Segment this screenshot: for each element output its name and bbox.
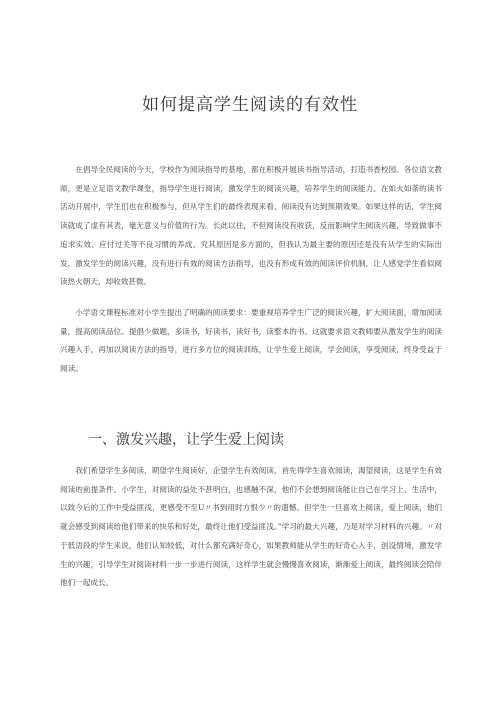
paragraph-intro: 在倡导全民阅读的今天，学校作为阅读指导的基地，都在积极开展读书指导活动，打造书香校园。各位语文教师，更是立足语文教学课堂，指导学生进行阅读，激发学生的阅读兴趣，培养学生的阅读能力。在如火如荼的读书活动开展中，学生们也在积极参与，但从学生们的最终表现来看，阅读没有达到预期效果。如果这样的话，学生阅读就成了虚有其表，毫无意义与价值的行为。长此以往，不但阅读没有收获，反而影响学生阅读兴趣，导致做事不追求实效、应付过关等不良习惯的养成。究其原因是多方面的，但我认为最主要的原因还是没有从学生的实际出发，激发学生的阅读兴趣，没有进行有效的阅读方法指导，也没有形成有效的阅读评价机制，让人感觉学生看似阅读热火朝天，却收效甚微。: [60, 165, 442, 287]
paragraph-curriculum: 小学语文课程标准对小学生提出了明确的阅读要求：要重视培养学生广泛的阅读兴趣，扩大阅读面，增加阅读量，提高阅读品位。提倡少做题，多读书，好读书，读好书，读整本的书。这就要求语文教师要从激发学生的阅读兴趣入手，再加以阅读方法的指导，进行多方位的阅读训练，让学生爱上阅读，学会阅读，享受阅读，终身受益于阅读。: [60, 308, 442, 374]
document-title: 如何提高学生阅读的有效性: [142, 95, 358, 115]
section-heading: 一、激发兴趣，让学生爱上阅读: [88, 432, 284, 448]
paragraph-interest: 我们希望学生多阅读，期望学生阅读好，企望学生有效阅读，首先得学生喜欢阅读，渴望阅读，这是学生有效阅读的前提条件。小学生，对阅读的益处不甚明白，也感触不深，他们不会想到阅读能让自己在学习上、生活中，以致今后的工作中受益匪浅，更感受不至U〃书到用时方恨少〃的遗憾。但学生一旦喜欢上阅读，爱上阅读，他们就会感受到阅读给他们带来的快乐和好处，最终让他们受益匪浅。”学习的最大兴趣，乃是对学习材料的兴趣。〃对于低语段的学生来说，他们认知较低，对什么都充满好奇心，如果教师能从学生的好奇心入手，创设情境，激发学生的兴趣，引导学生对阅读材料一步一步进行阅读，这样学生就会慢慢喜欢阅读，渐渐爱上阅读，最终阅读会陪伴他们一起成长。: [60, 466, 442, 588]
